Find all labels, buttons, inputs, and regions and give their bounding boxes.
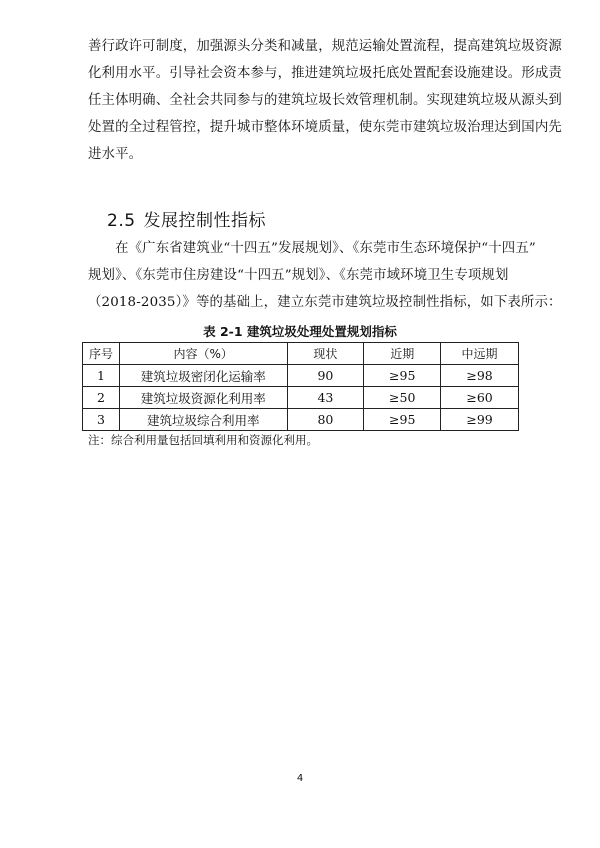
table-caption: 表 2-1 建筑垃圾处理处置规划指标 <box>203 324 397 339</box>
paragraph-line: 任主体明确、全社会共同参与的建筑垃圾长效管理机制。实现建筑垃圾从源头到 <box>88 93 562 108</box>
page-number: 4 <box>296 773 304 784</box>
paragraph-line: 进水平。 <box>88 147 143 162</box>
header-cell: 中远期 <box>441 343 519 365</box>
paragraph-line: 处置的全过程管控，提升城市整体环境质量，使东莞市建筑垃圾治理达到国内先 <box>88 120 562 135</box>
table-row <box>83 409 519 431</box>
table-cell: ≥99 <box>441 409 519 431</box>
section-heading <box>107 206 266 231</box>
table-cell: 80 <box>287 409 364 431</box>
header-cell: 现状 <box>287 343 364 365</box>
table-cell: ≥50 <box>364 387 441 409</box>
header-cell: 内容（%） <box>119 343 287 365</box>
table-cell: 2 <box>83 387 120 409</box>
table-cell: 3 <box>83 409 120 431</box>
table-row <box>83 387 519 409</box>
table-cell: ≥95 <box>364 409 441 431</box>
table-cell: 1 <box>83 365 120 387</box>
table-row <box>83 365 519 387</box>
paragraph-line: 善行政许可制度，加强源头分类和减量，规范运输处置流程，提高建筑垃圾资源 <box>88 39 562 54</box>
indicator-table <box>82 342 519 431</box>
table-cell: ≥95 <box>364 365 441 387</box>
paragraph-line: 化利用水平。引导社会资本参与，推进建筑垃圾托底处置配套设施建设。形成责 <box>88 66 562 81</box>
header-cell: 序号 <box>83 343 120 365</box>
section-title: 发展控制性指标 <box>143 211 267 231</box>
table-cell: ≥98 <box>441 365 519 387</box>
table-cell: 90 <box>287 365 364 387</box>
table-cell: 建筑垃圾资源化利用率 <box>119 387 287 409</box>
table-note: 注：综合利用量包括回填利用和资源化利用。 <box>88 433 318 447</box>
paragraph-line: （2018-2035）》等的基础上，建立东莞市建筑垃圾控制性指标，如下表所示： <box>88 295 562 310</box>
paragraph-line: 在《广东省建筑业“十四五”发展规划》、《东莞市生态环境保护“十四五” <box>88 241 536 256</box>
section-number: 2.5 <box>107 211 136 231</box>
paragraph-line: 规划》、《东莞市住房建设“十四五”规划》、《东莞市域环境卫生专项规划 <box>88 268 509 283</box>
table-cell: ≥60 <box>441 387 519 409</box>
table-cell: 建筑垃圾密闭化运输率 <box>119 365 287 387</box>
table-header-row <box>83 343 519 365</box>
table-cell: 建筑垃圾综合利用率 <box>119 409 287 431</box>
table-cell: 43 <box>287 387 364 409</box>
header-cell: 近期 <box>364 343 441 365</box>
